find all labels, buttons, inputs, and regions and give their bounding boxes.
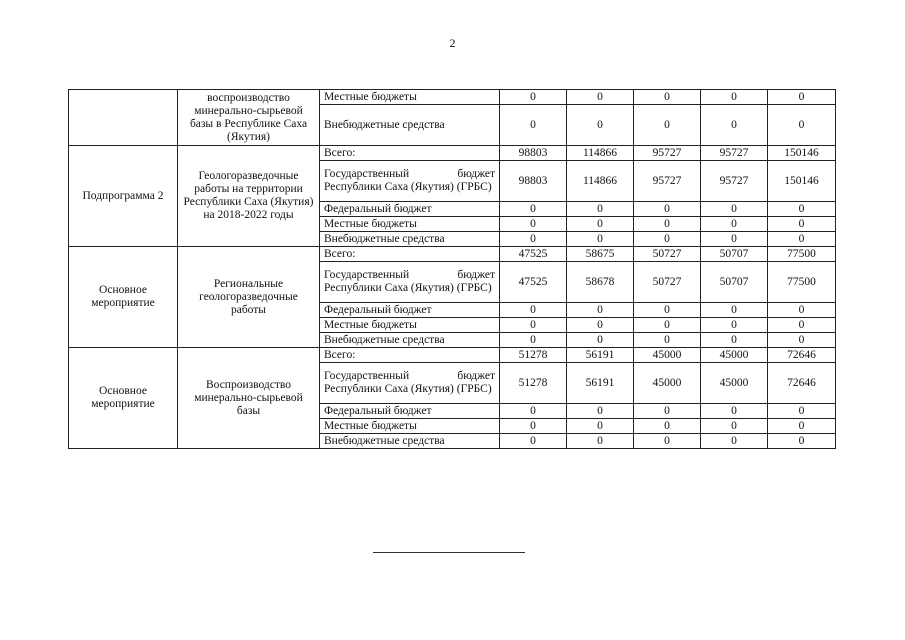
funding-source-cell: Местные бюджеты	[320, 217, 500, 232]
value-cell: 47525	[500, 262, 567, 303]
value-cell: 0	[500, 90, 567, 105]
value-cell: 0	[768, 303, 836, 318]
value-cell: 56191	[567, 348, 634, 363]
value-cell: 56191	[567, 363, 634, 404]
table-row	[69, 247, 836, 262]
value-cell: 45000	[701, 363, 768, 404]
value-cell: 45000	[634, 348, 701, 363]
value-cell: 0	[634, 232, 701, 247]
value-cell: 45000	[634, 363, 701, 404]
budget-table	[68, 89, 836, 449]
value-cell: 114866	[567, 161, 634, 202]
page-number: 2	[449, 36, 456, 50]
program-level-cell: Основное мероприятие	[69, 247, 178, 348]
value-cell: 0	[500, 217, 567, 232]
value-cell: 0	[500, 232, 567, 247]
value-cell: 72646	[768, 348, 836, 363]
value-cell: 0	[634, 333, 701, 348]
program-level-cell	[69, 90, 178, 146]
value-cell: 50707	[701, 262, 768, 303]
value-cell: 0	[500, 434, 567, 449]
value-cell: 0	[768, 434, 836, 449]
value-cell: 0	[634, 105, 701, 146]
value-cell: 0	[567, 318, 634, 333]
value-cell: 0	[500, 419, 567, 434]
value-cell: 114866	[567, 146, 634, 161]
value-cell: 0	[567, 333, 634, 348]
value-cell: 50727	[634, 262, 701, 303]
value-cell: 0	[634, 434, 701, 449]
funding-source-cell: Государственный бюджет Республики Саха (Якутия) (ГРБС)	[320, 363, 500, 404]
table-row	[69, 348, 836, 363]
funding-source-cell: Федеральный бюджет	[320, 404, 500, 419]
value-cell: 0	[701, 90, 768, 105]
table-row	[69, 90, 836, 105]
value-cell: 0	[634, 318, 701, 333]
value-cell: 50707	[701, 247, 768, 262]
value-cell: 95727	[701, 146, 768, 161]
value-cell: 0	[500, 105, 567, 146]
value-cell: 98803	[500, 146, 567, 161]
program-name-cell: Региональные геологоразведочные работы	[178, 247, 320, 348]
value-cell: 50727	[634, 247, 701, 262]
value-cell: 51278	[500, 348, 567, 363]
value-cell: 47525	[500, 247, 567, 262]
value-cell: 58675	[567, 247, 634, 262]
funding-source-cell: Государственный бюджет Республики Саха (Якутия) (ГРБС)	[320, 161, 500, 202]
funding-source-cell: Всего:	[320, 348, 500, 363]
value-cell: 0	[768, 105, 836, 146]
funding-source-cell: Всего:	[320, 247, 500, 262]
value-cell: 0	[768, 404, 836, 419]
value-cell: 0	[634, 419, 701, 434]
value-cell: 0	[500, 303, 567, 318]
value-cell: 0	[567, 202, 634, 217]
value-cell: 0	[634, 404, 701, 419]
value-cell: 0	[500, 202, 567, 217]
value-cell: 150146	[768, 146, 836, 161]
value-cell: 0	[768, 318, 836, 333]
value-cell: 45000	[701, 348, 768, 363]
value-cell: 0	[701, 419, 768, 434]
table-row	[69, 146, 836, 161]
funding-source-cell: Внебюджетные средства	[320, 434, 500, 449]
value-cell: 0	[567, 404, 634, 419]
funding-source-cell: Внебюджетные средства	[320, 333, 500, 348]
value-cell: 0	[768, 333, 836, 348]
funding-source-cell: Федеральный бюджет	[320, 303, 500, 318]
value-cell: 0	[567, 303, 634, 318]
footer-divider	[373, 552, 525, 553]
value-cell: 0	[567, 90, 634, 105]
value-cell: 95727	[701, 161, 768, 202]
value-cell: 51278	[500, 363, 567, 404]
value-cell: 0	[701, 105, 768, 146]
value-cell: 0	[768, 202, 836, 217]
value-cell: 0	[701, 202, 768, 217]
funding-source-cell: Внебюджетные средства	[320, 232, 500, 247]
value-cell: 0	[701, 303, 768, 318]
value-cell: 0	[701, 318, 768, 333]
value-cell: 0	[567, 105, 634, 146]
funding-source-cell: Внебюджетные средства	[320, 105, 500, 146]
value-cell: 98803	[500, 161, 567, 202]
value-cell: 0	[768, 217, 836, 232]
value-cell: 0	[768, 232, 836, 247]
value-cell: 0	[634, 303, 701, 318]
value-cell: 72646	[768, 363, 836, 404]
value-cell: 0	[500, 404, 567, 419]
funding-source-cell: Местные бюджеты	[320, 90, 500, 105]
value-cell: 150146	[768, 161, 836, 202]
value-cell: 95727	[634, 146, 701, 161]
value-cell: 0	[768, 419, 836, 434]
value-cell: 0	[500, 318, 567, 333]
funding-source-cell: Местные бюджеты	[320, 318, 500, 333]
value-cell: 0	[701, 434, 768, 449]
program-level-cell: Подпрограмма 2	[69, 146, 178, 247]
value-cell: 77500	[768, 262, 836, 303]
program-level-cell: Основное мероприятие	[69, 348, 178, 449]
value-cell: 77500	[768, 247, 836, 262]
value-cell: 0	[500, 333, 567, 348]
funding-source-cell: Всего:	[320, 146, 500, 161]
value-cell: 0	[634, 217, 701, 232]
program-name-cell: Геологоразведочные работы на территории Республики Саха (Якутия) на 2018-2022 годы	[178, 146, 320, 247]
value-cell: 0	[701, 404, 768, 419]
funding-source-cell: Местные бюджеты	[320, 419, 500, 434]
value-cell: 0	[567, 419, 634, 434]
value-cell: 0	[567, 217, 634, 232]
value-cell: 0	[567, 232, 634, 247]
value-cell: 0	[634, 202, 701, 217]
value-cell: 0	[701, 232, 768, 247]
value-cell: 0	[768, 90, 836, 105]
program-name-cell: воспроизводство минерально-сырьевой базы в Республике Саха (Якутия)	[178, 90, 320, 146]
value-cell: 0	[567, 434, 634, 449]
value-cell: 95727	[634, 161, 701, 202]
funding-source-cell: Государственный бюджет Республики Саха (Якутия) (ГРБС)	[320, 262, 500, 303]
value-cell: 58678	[567, 262, 634, 303]
funding-source-cell: Федеральный бюджет	[320, 202, 500, 217]
value-cell: 0	[701, 333, 768, 348]
value-cell: 0	[634, 90, 701, 105]
value-cell: 0	[701, 217, 768, 232]
program-name-cell: Воспроизводство минерально-сырьевой базы	[178, 348, 320, 449]
